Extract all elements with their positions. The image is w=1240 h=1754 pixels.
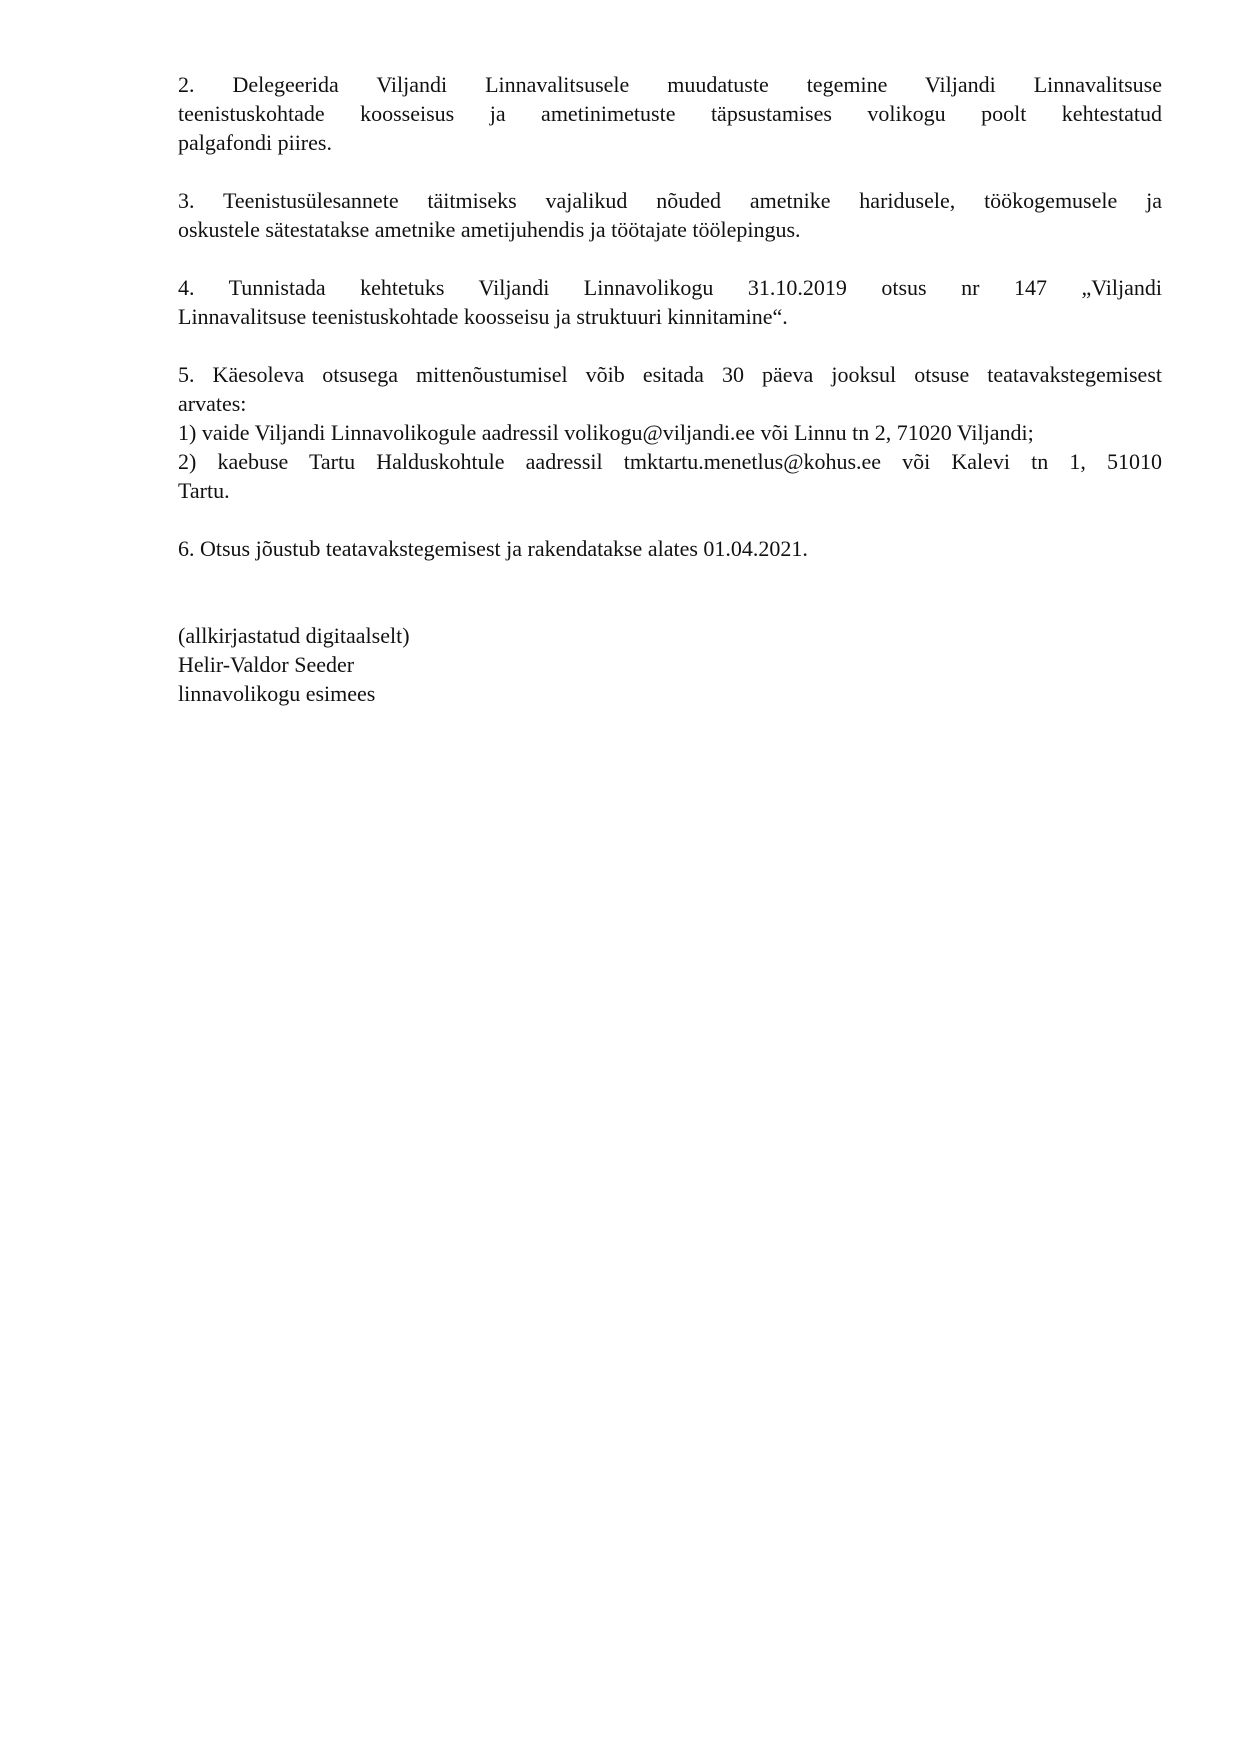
- paragraph-line: 2. Delegeerida Viljandi Linnavalitsusele muudatuste tegemine Viljandi Linnavalitsuse: [178, 72, 1162, 97]
- document-body: [178, 70, 1162, 708]
- signature-block: [178, 621, 1162, 708]
- paragraph-line: 3. Teenistusülesannete täitmiseks vajalikud nõuded ametnike haridusele, töökogemusele ja: [178, 188, 1162, 213]
- paragraph-line: 6. Otsus jõustub teatavakstegemisest ja rakendatakse alates 01.04.2021.: [178, 536, 808, 561]
- paragraph-line: 5. Käesoleva otsusega mittenõustumisel võib esitada 30 päeva jooksul otsuse teatavakstegemisest: [178, 362, 1162, 387]
- paragraph-line: 4. Tunnistada kehtetuks Viljandi Linnavolikogu 31.10.2019 otsus nr 147 „Viljandi: [178, 275, 1162, 300]
- paragraph-line: 2) kaebuse Tartu Halduskohtule aadressil tmktartu.menetlus@kohus.ee või Kalevi tn 1, 51010: [178, 449, 1162, 474]
- paragraph-line: teenistuskohtade koosseisus ja ametinimetuste täpsustamises volikogu poolt kehtestatud: [178, 101, 1162, 126]
- paragraph-line: Linnavalitsuse teenistuskohtade koosseisu ja struktuuri kinnitamine“.: [178, 304, 788, 329]
- signature-note: (allkirjastatud digitaalselt): [178, 623, 410, 648]
- paragraph-2: [178, 70, 1162, 157]
- paragraph-6: [178, 534, 1162, 563]
- paragraph-line: oskustele sätestatakse ametnike ametijuhendis ja töötajate töölepingus.: [178, 217, 801, 242]
- paragraph-line: arvates:: [178, 391, 247, 416]
- paragraph-line: palgafondi piires.: [178, 130, 332, 155]
- paragraph-line: 1) vaide Viljandi Linnavolikogule aadressil volikogu@viljandi.ee või Linnu tn 2, 71020 Viljandi;: [178, 420, 1034, 445]
- signer-name: Helir-Valdor Seeder: [178, 652, 355, 677]
- paragraph-4: [178, 273, 1162, 331]
- paragraph-5: [178, 360, 1162, 505]
- paragraph-3: [178, 186, 1162, 244]
- paragraph-line: Tartu.: [178, 478, 230, 503]
- signer-title: linnavolikogu esimees: [178, 681, 376, 706]
